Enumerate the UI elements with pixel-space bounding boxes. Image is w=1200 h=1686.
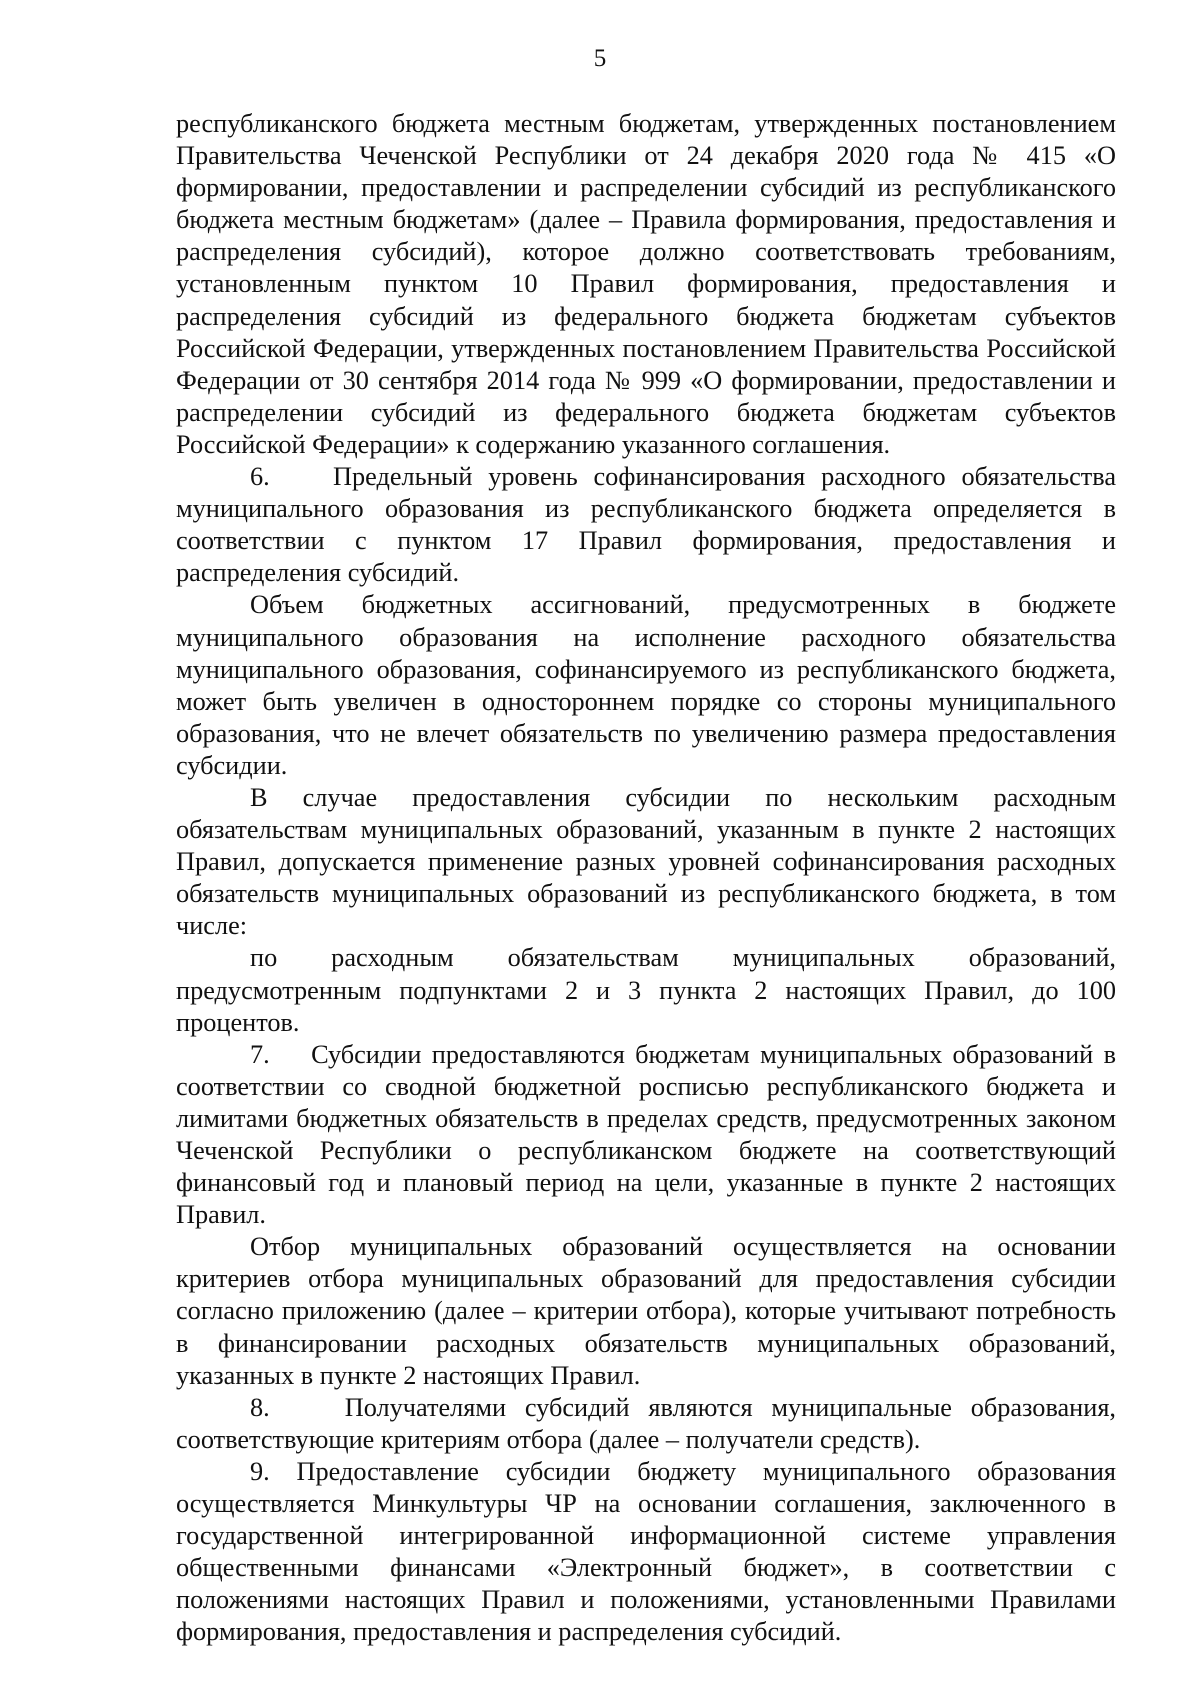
document-body: [176, 108, 1123, 1649]
paragraph-co-financing-limit: по расходным обязательствам муниципальных образований, предусмотренным подпунктами 2 и 3 пункта 2 настоящих Правил, до 100 процентов.: [176, 943, 1116, 1037]
paragraph-selection-criteria: Отбор муниципальных образований осуществляется на основании критериев отбора муниципальных образований для предоставления субсидии согласно приложению (далее – критерии отбора), которые учитывают потребность в финансировании расходных обязательств муниципальных образований, указанных в пункте 2 настоящих Правил.: [176, 1232, 1116, 1390]
paragraph-continuation: республиканского бюджета местным бюджетам, утвержденных постановлением Правительства Чеченской Республики от 24 декабря 2020 года № 415 «О формировании, предоставлении и распределении субсидий из республиканского бюджета местным бюджетам» (далее – Правила формирования, предоставления и распределения субсидий), которое должно соответствовать требованиям, установленным пунктом 10 Правил формирования, предоставления и распределения субсидий из федерального бюджета бюджетам субъектов Российской Федерации, утвержденных постановлением Правительства Российской Федерации от 30 сентября 2014 года № 999 «О формировании, предоставлении и распределении субсидий из федерального бюджета бюджетам субъектов Российской Федерации» к содержанию указанного соглашения.: [176, 109, 1116, 459]
paragraph-budget-volume: Объем бюджетных ассигнований, предусмотренных в бюджете муниципального образования на исполнение расходного обязательства муниципального образования, софинансируемого из республиканского бюджета, может быть увеличен в одностороннем порядке со стороны муниципального образования, что не влечет обязательств по увеличению размера предоставления субсидии.: [176, 590, 1116, 780]
paragraph-item-8: 8. Получателями субсидий являются муниципальные образования, соответствующие критериям отбора (далее – получатели средств).: [176, 1392, 1123, 1454]
paragraph-multiple-obligations: В случае предоставления субсидии по нескольким расходным обязательствам муниципальных образований, указанным в пункте 2 настоящих Правил, допускается применение разных уровней софинансирования расходных обязательств муниципальных образований из республиканского бюджета, в том числе:: [176, 782, 1116, 941]
paragraph-item-9: 9. Предоставление субсидии бюджету муниципального образования осуществляется Минкультуры ЧР на основании соглашения, заключенного в государственной интегрированной информационной системе управления общественными финансами «Электронный бюджет», в соответствии с положениями настоящих Правил и положениями, установленными Правилами формирования, предоставления и распределения субсидий.: [176, 1456, 1116, 1647]
paragraph-item-6: 6. Предельный уровень софинансирования расходного обязательства муниципального образования из республиканского бюджета определяется в соответствии с пунктом 17 Правил формирования, предоставления и распределения субсидий.: [176, 462, 1123, 588]
page-number: 5: [593, 45, 607, 72]
paragraph-item-7: 7. Субсидии предоставляются бюджетам муниципальных образований в соответствии со сводной бюджетной росписью республиканского бюджета и лимитами бюджетных обязательств в пределах средств, предусмотренных законом Чеченской Республики о республиканском бюджете на соответствующий финансовый год и плановый период на цели, указанные в пункте 2 настоящих Правил.: [176, 1039, 1123, 1230]
